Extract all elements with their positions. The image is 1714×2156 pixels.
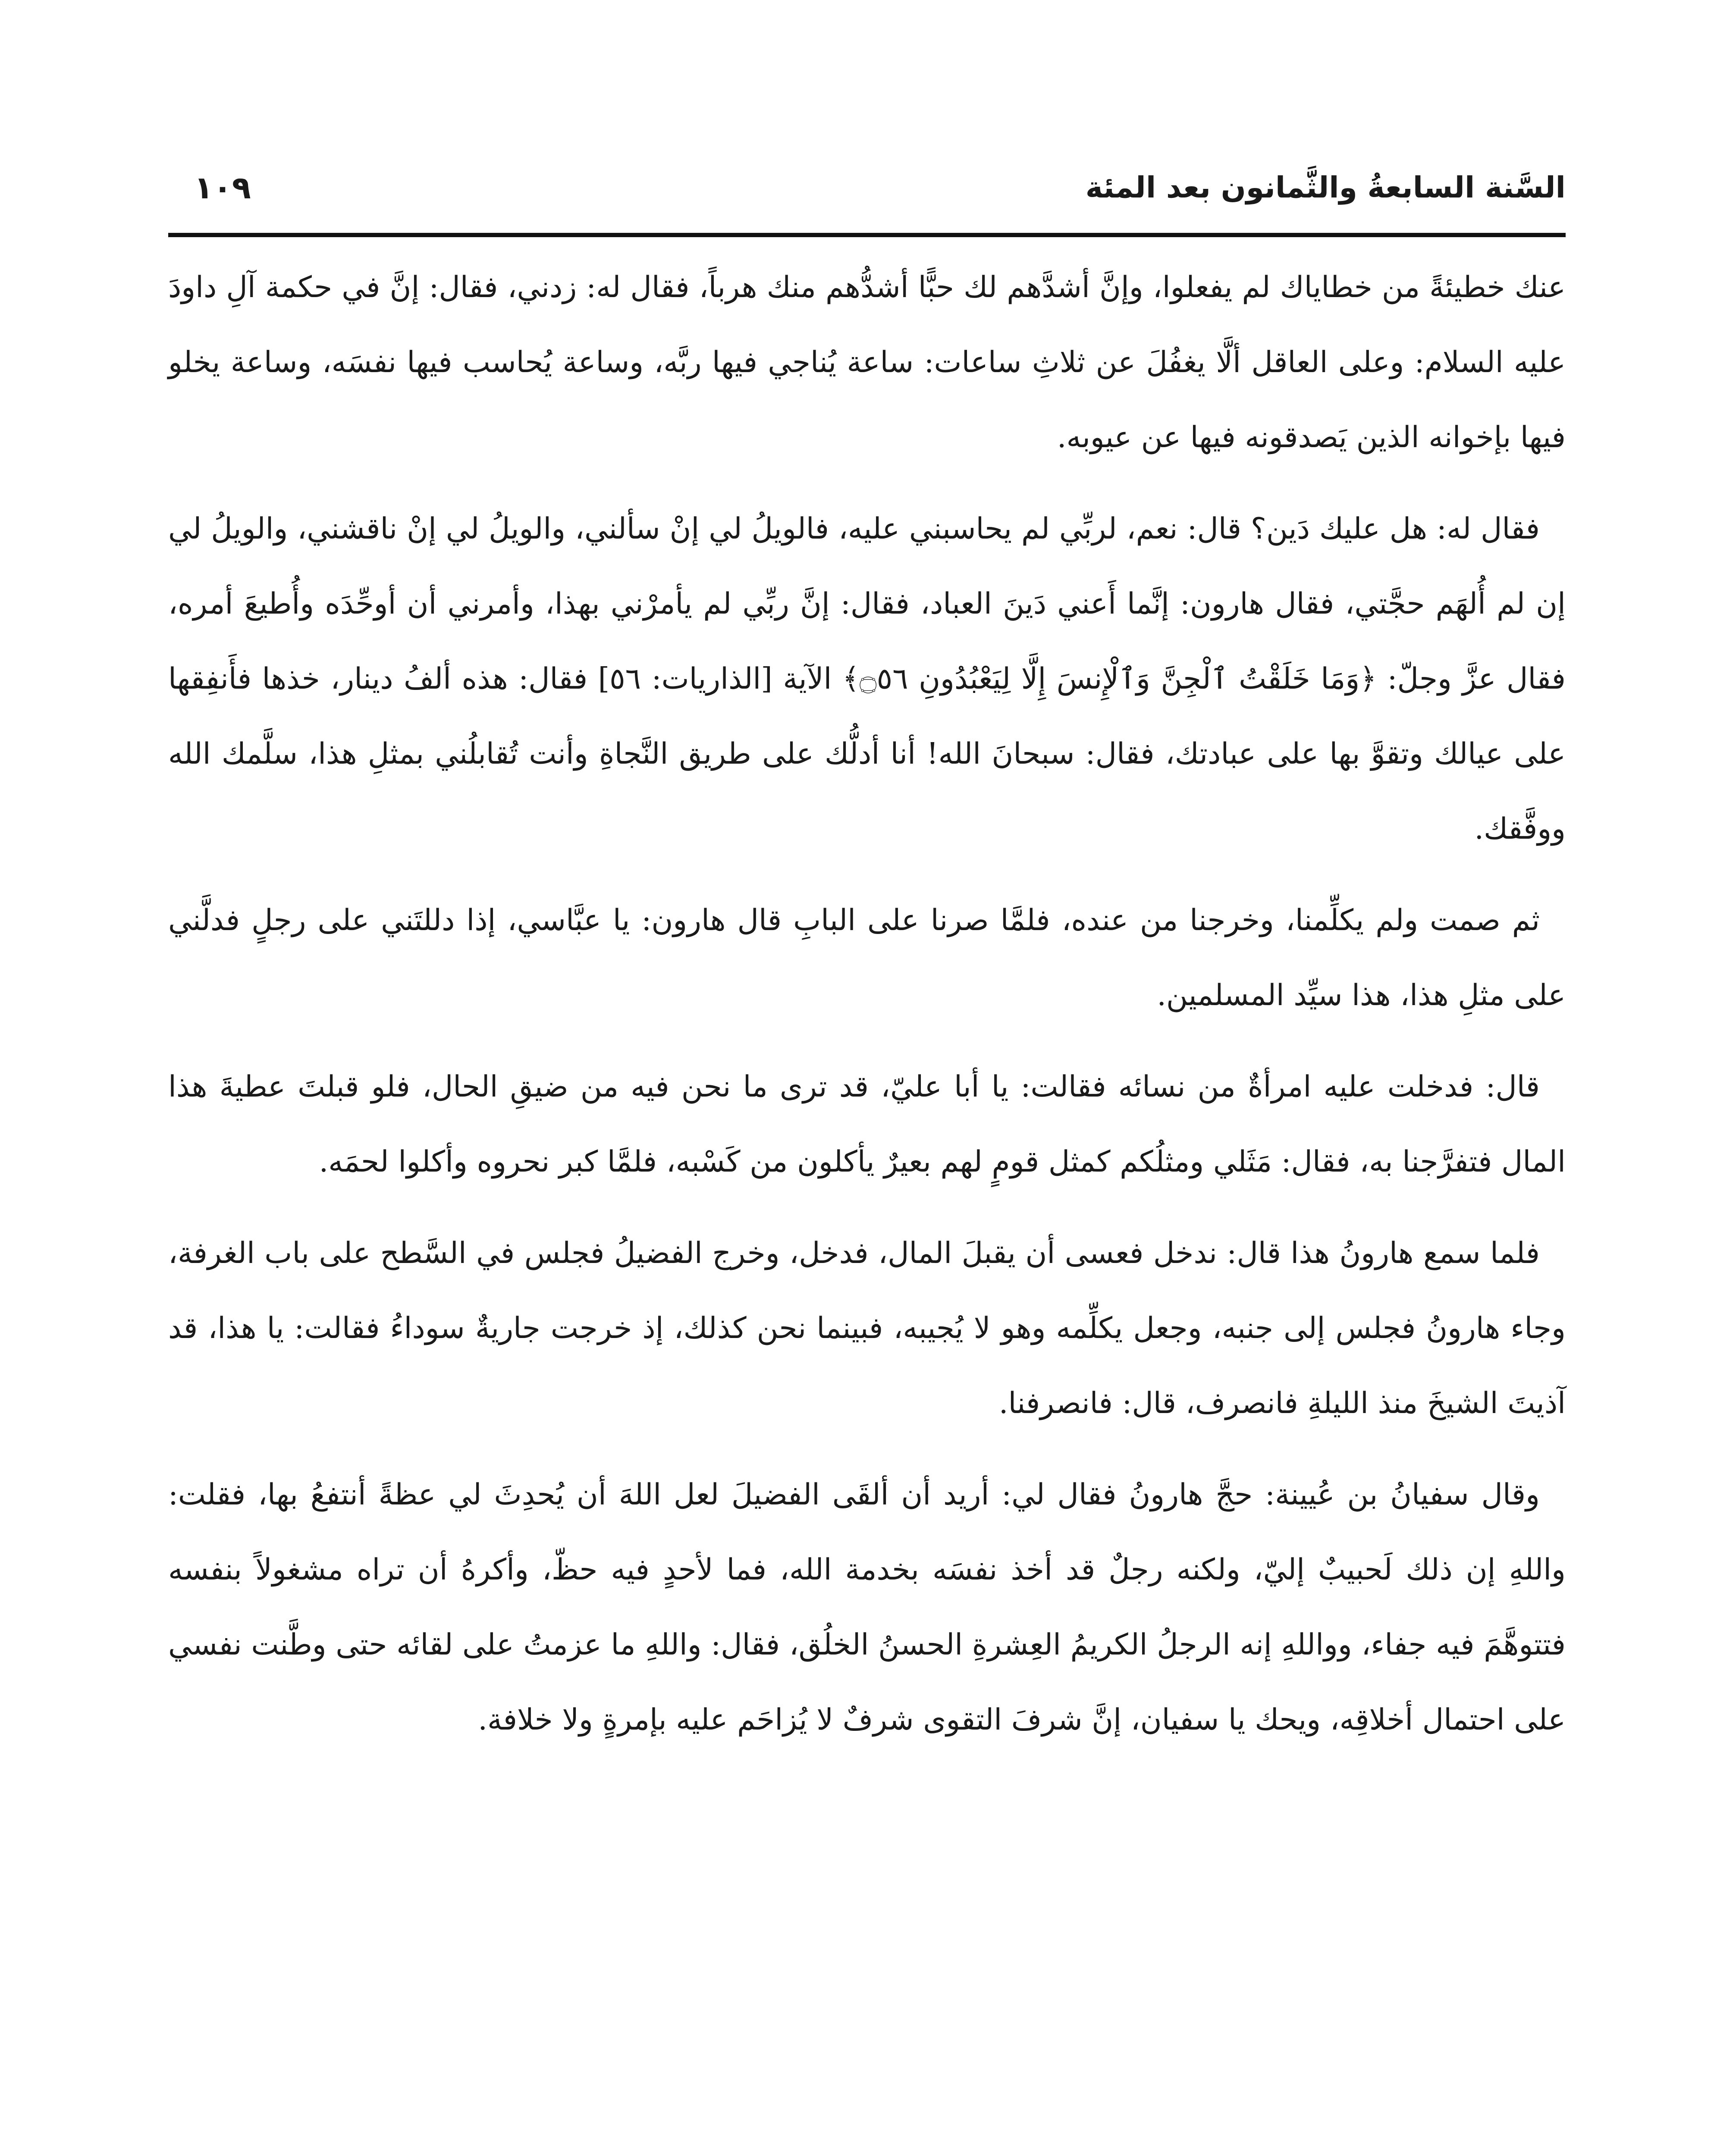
paragraph-2: فقال له: هل عليك دَين؟ قال: نعم، لربِّي لم يحاسبني عليه، فالويلُ لي إنْ سألني، والويلُ لي إنْ ناقشني، والويلُ لي إن لم أُلهَم حجَّتي، فقال هارون: إنَّما أَعني دَينَ العباد، فقال: إنَّ ربِّي لم يأمرْني بهذا، وأمرني أن أوحِّدَه وأُطيعَ أمره، فقال عزَّ وجلّ: ﴿وَمَا خَلَقْتُ ٱلْجِنَّ وَٱلْإِنسَ إِلَّا لِيَعْبُدُونِ ۝٥٦﴾ الآية [الذاريات: ٥٦] فقال: هذه ألفُ دينار، خذها فأَنفِقها على عيالك وتقوَّ بها على عبادتك، فقال: سبحانَ الله! أنا أدلُّك على طريق النَّجاةِ وأنت تُقابلُني بمثلِ هذا، سلَّمك الله ووفَّقك. [168,512,1566,846]
paragraph-4: قال: فدخلت عليه امرأةٌ من نسائه فقالت: يا أبا عليّ، قد ترى ما نحن فيه من ضيقِ الحال، فلو قبلتَ عطيةَ هذا المال فتفرَّجنا به، فقال: مَثَلي ومثلُكم كمثل قومٍ لهم بعيرٌ يأكلون من كَسْبه، فلمَّا كبر نحروه وأكلوا لحمَه. [168,1070,1566,1179]
paragraph-3: ثم صمت ولم يكلِّمنا، وخرجنا من عنده، فلمَّا صرنا على البابِ قال هارون: يا عبَّاسي، إذا دللتَني على رجلٍ فدلَّني على مثلِ هذا، هذا سيِّد المسلمين. [168,903,1566,1012]
page-area [168,108,1566,2156]
paragraph-1: عنك خطيئةً من خطاياك لم يفعلوا، وإنَّ أشدَّهم لك حبًّا أشدُّهم منك هرباً، فقال له: زدني، فقال: إنَّ في حكمة آلِ داودَ عليه السلام: وعلى العاقل ألَّا يغفُلَ عن ثلاثِ ساعات: ساعة يُناجي فيها ربَّه، وساعة يُحاسب فيها نفسَه، وساعة يخلو فيها بإخوانه الذين يَصدقونه فيها عن عيوبه. [168,270,1566,454]
running-header [168,160,1566,216]
body-text [168,250,1566,1774]
chapter-title: السَّنة السابعةُ والثَّمانون بعد المئة [1085,170,1566,205]
page-number: ١٠٩ [194,169,251,206]
paragraph-6: وقال سفيانُ بن عُيينة: حجَّ هارونُ فقال لي: أريد أن ألقَى الفضيلَ لعل اللهَ أن يُحدِثَ لي عظةً أنتفعُ بها، فقلت: واللهِ إن ذلك لَحبيبٌ إليّ، ولكنه رجلٌ قد أخذ نفسَه بخدمة الله، فما لأحدٍ فيه حظّ، وأكرهُ أن تراه مشغولاً بنفسه فتتوهَّمَ فيه جفاء، وواللهِ إنه الرجلُ الكريمُ العِشرةِ الحسنُ الخلُق، فقال: واللهِ ما عزمتُ على لقائه حتى وطَّنت نفسي على احتمال أخلاقِه، ويحك يا سفيان، إنَّ شرفَ التقوى شرفٌ لا يُزاحَم عليه بإمرةٍ ولا خلافة. [168,1478,1566,1737]
paragraph-5: فلما سمع هارونُ هذا قال: ندخل فعسى أن يقبلَ المال، فدخل، وخرج الفضيلُ فجلس في السَّطح على باب الغرفة، وجاء هارونُ فجلس إلى جنبه، وجعل يكلِّمه وهو لا يُجيبه، فبينما نحن كذلك، إذ خرجت جاريةٌ سوداءُ فقالت: يا هذا، قد آذيتَ الشيخَ منذ الليلةِ فانصرف، قال: فانصرفنا. [168,1236,1566,1420]
header-divider [168,233,1566,237]
